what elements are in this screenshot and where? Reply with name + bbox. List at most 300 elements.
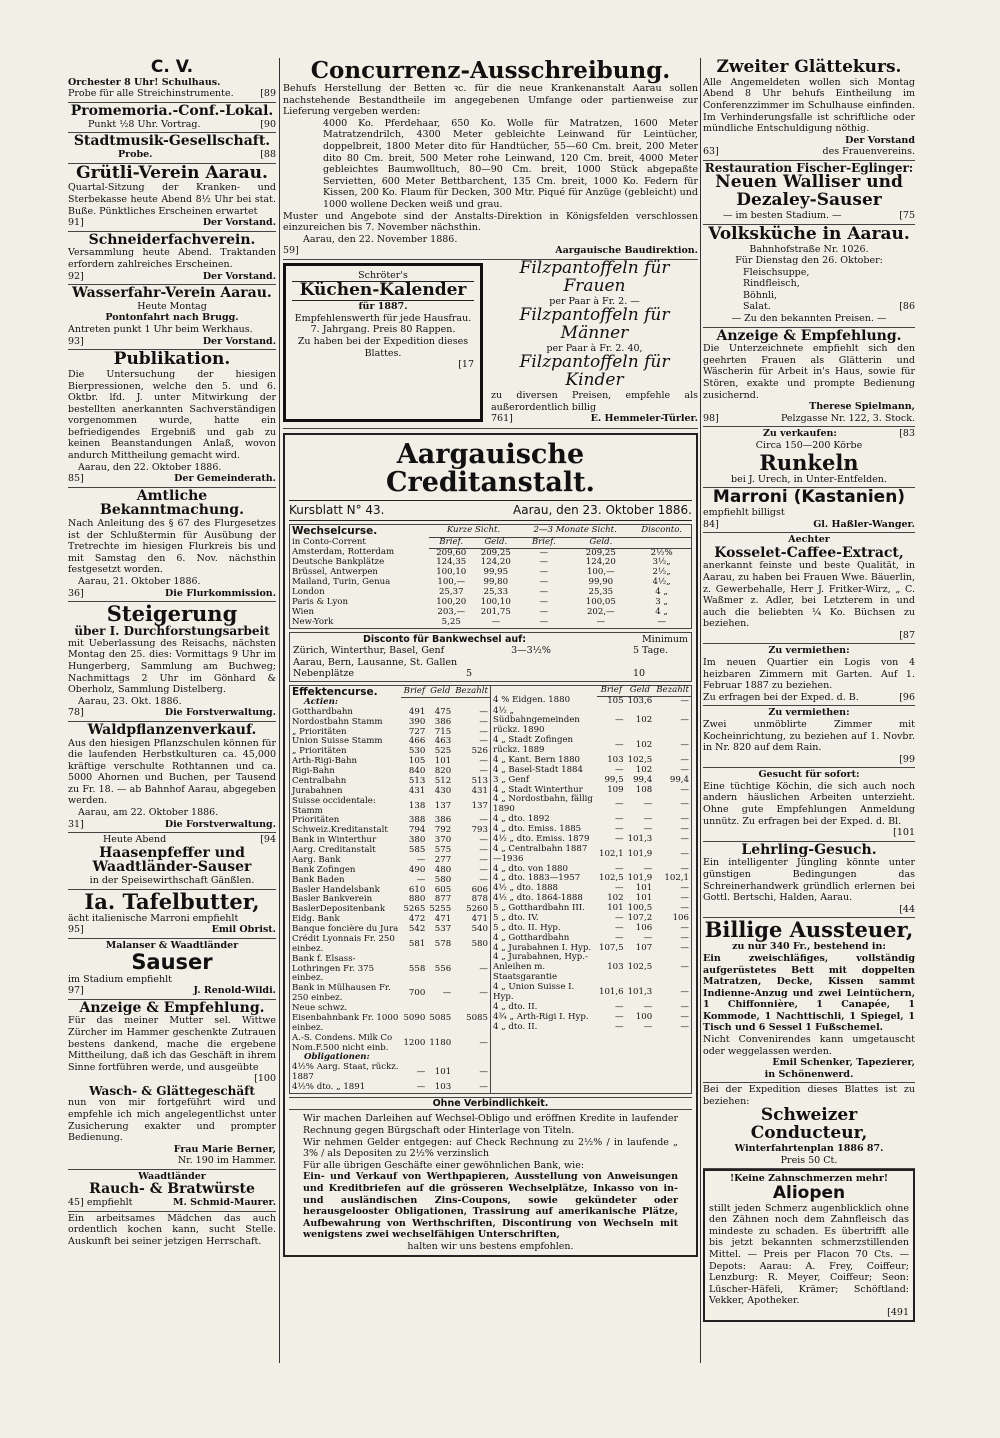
table-cell: 99,80 <box>483 577 509 588</box>
table-cell: Prioritäten <box>292 815 340 826</box>
table-cell: 101,3 <box>627 833 653 844</box>
ad-lehrling <box>703 842 915 919</box>
table-cell: 100 <box>635 1011 653 1022</box>
table-cell: 4½ „ Südbahngemeinden rückz. 1890 <box>493 705 580 736</box>
table-cell: — <box>479 815 488 826</box>
table-row <box>491 953 691 983</box>
table-cell: Gotthardbahn <box>292 706 353 717</box>
ad-number: 31] <box>68 818 84 830</box>
table-cell: — <box>680 1021 689 1032</box>
table-cell: — <box>615 922 624 933</box>
text: Im neuen Quartier ein Logis von 4 heizbaren Zimmern mit Garten. Auf 1. Februar 1887 zu beziehen. <box>703 657 915 692</box>
table-cell: 606 <box>471 884 488 895</box>
text: Zwei unmöblirte Zimmer mit Kocheinrichtung, zu beziehen auf 1. Novbr. in Nr. 820 auf dem Rain. <box>703 718 915 754</box>
table-cell: 5 Tage. <box>632 645 669 657</box>
text: Ein intelligenter Jüngling könnte unter günstigen Bedingungen das Schreinerhandwerk gründlich erlernen bei Gottl. Bertschi, Halden, Aarau. <box>703 857 915 904</box>
table-cell: Jurabahnen <box>292 785 343 796</box>
text: zu diversen Preisen, empfehle als außerordentlich billig <box>491 390 698 413</box>
menu-item: Rindfleisch, <box>743 278 800 290</box>
table-cell: — <box>539 587 549 598</box>
ad-volkskueche <box>703 225 915 328</box>
table-cell: — <box>479 716 488 727</box>
date: Aarau, den 23. Oktober 1886. <box>513 503 692 518</box>
text: Alle Angemeldeten wollen sich Montag Abend 8 Uhr behufs Eintheilung im Conferenzzimmer im Schulhause einfinden. Im Verhinderungsfalle ist schriftliche oder mündliche Entschuldigung nöthig. <box>703 76 915 135</box>
table-row <box>290 1063 490 1083</box>
text: in der Speisewirthschaft Gänßlen. <box>89 875 255 887</box>
text: mit Ueberlassung des Reisachs, nächsten Montag den 25. dies: Vormittags 9 Uhr im Hungerberg, Sammlung am Buchweg; Nachmittags 2 Uhr im Gönhard & Oberholz, Sammlung Distelberg. <box>68 637 276 696</box>
wechsel-table <box>289 524 692 628</box>
text: Ein- und Verkauf von Werthpapieren, Ausstellung von Anweisungen und Kreditbriefen auf die grösseren Wechselplätze, Inkasso von in- und ausländischen Zins-Coupons, sowie gekündeter oder herausgelooster Obligationen, Trassirung auf amerikanische Plätze, Aufbewahrung von Werthschriften, Discontirung von Wechseln mit wenigstens zwei wechselfähigen Unterschriften, <box>303 1171 678 1241</box>
table-cell: — <box>539 596 549 607</box>
table-cell: 107 <box>635 942 653 953</box>
heading: Concurrenz-Ausschreibung. <box>310 58 671 84</box>
text: Probe. <box>118 148 153 160</box>
table-cell: — <box>680 754 689 765</box>
brand-name: Aliopen <box>772 1182 846 1203</box>
table-cell: 4 % Eidgen. 1880 <box>493 695 571 706</box>
table-cell: 4½ „ dto. 1888 <box>493 883 559 894</box>
table-cell: 99,4 <box>633 774 653 785</box>
table-cell: 537 <box>434 924 452 935</box>
table-cell: 4 „ Jurabahnen, Hyp.-Anleihen m. Staatsgarantie <box>493 952 588 983</box>
table-row <box>290 955 490 985</box>
table-cell: — <box>479 963 488 974</box>
table-cell: — <box>615 912 624 923</box>
table-subtitle: in Conto-Corrent <box>292 536 366 547</box>
table-cell: — <box>479 756 488 767</box>
table-cell: — <box>615 764 624 775</box>
table-cell: — <box>680 932 689 943</box>
table-cell: Crédit Lyonnais Fr. 250 einbez. <box>292 933 395 954</box>
table-row <box>491 795 691 815</box>
ad-number: [94 <box>260 834 276 846</box>
table-cell: 556 <box>434 963 452 974</box>
table-cell: 463 <box>434 736 452 747</box>
ad-number: 91] <box>68 217 84 229</box>
table-cell: — <box>680 942 689 953</box>
table-cell: 101,3 <box>627 987 653 998</box>
table-cell: Basler Handelsbank <box>292 884 380 895</box>
table-cell: 610 <box>408 884 426 895</box>
table-row <box>290 935 490 955</box>
table-cell: — <box>479 1082 488 1093</box>
text: Bahnhofstraße Nr. 1026. <box>749 243 869 255</box>
text: 4000 Ko. Pferdehaar, 650 Ko. Wolle für Matratzen, 1600 Meter Matratzendrilch, 4300 Meter gebleichte Leinwand für Leintücher, doppelbreit, 1800 Meter dito für Handtücher, 55—60 Cm. breit, 200 Meter dito 80 Cm. breit, 500 Meter rohe Leinwand, 120 Cm. breit, 4000 Meter gebleichtes Baumwolltuch, 80—90 Cm. breit, 1000 Stück abgepaßte Servietten, 600 Meter Bettbarchent, 135 Cm. breit, 1000 Ko. Federn für Kissen, 200 Ko. Flaum für Decken, 300 Mtr. Piqué für Anzüge (gebleicht) und 1000 wollene Decken weiß und grau. <box>323 117 698 210</box>
column-header: Brief. <box>429 537 474 548</box>
table-cell <box>518 657 573 669</box>
table-cell: 5255 <box>429 904 452 915</box>
table-cell: Banque foncière du Jura <box>292 924 399 935</box>
heading: Promemoria.-Conf.-Lokal. <box>70 103 274 119</box>
table-cell: 103 <box>607 754 624 765</box>
signature: J. Renold-Wildi. <box>193 985 276 997</box>
table-cell: 605 <box>434 884 452 895</box>
table-cell: — <box>680 784 689 795</box>
text: für 1887. <box>358 301 408 313</box>
table-cell: Schweiz.Kreditanstalt <box>292 825 388 836</box>
table-cell: Eidg. Bank <box>292 914 340 925</box>
table-cell: Nebenplätze <box>293 668 354 680</box>
text: Muster und Angebote sind der Anstalts-Direktion in Königsfelden verschlossen einzureichen bis 7. November nächsthin. <box>283 210 698 234</box>
heading: Dezaley-Sauser <box>736 190 882 211</box>
section-label: Obligationen: <box>304 1052 370 1063</box>
table-cell: 108 <box>635 784 653 795</box>
ad-haasenpfeffer <box>68 833 276 890</box>
heading: Grütli-Verein Aarau. <box>76 162 268 183</box>
text: ächt italienische Marroni empfiehlt <box>68 912 239 924</box>
table-cell: 102,1 <box>664 873 689 884</box>
column-header: Geld. <box>474 537 519 548</box>
table-cell: 5 <box>466 668 473 680</box>
table-cell: 512 <box>434 775 452 786</box>
heading: Gesucht für sofort: <box>758 769 860 781</box>
ad-stadtmusik <box>68 133 276 163</box>
text: Versammlung heute Abend. Traktanden erfordern zahlreiches Erscheinen. <box>68 247 276 270</box>
subheading: über I. Durchforstungsarbeit <box>74 624 270 639</box>
table-cell: 202,— <box>586 606 615 617</box>
heading: !Keine Zahnschmerzen mehr! <box>729 1173 888 1185</box>
table-cell: 4 „ <box>655 606 668 617</box>
table-cell: Paris & Lyon <box>292 596 349 607</box>
table-cell: 380 <box>408 835 426 846</box>
table-row <box>290 618 692 628</box>
table-cell: — <box>479 1067 488 1078</box>
table-cell: — <box>596 616 606 627</box>
table-cell: — <box>680 848 689 859</box>
table-cell: 102 <box>607 893 624 904</box>
table-cell: Aarg. Creditanstalt <box>292 845 376 856</box>
ad-number: [87 <box>899 629 915 641</box>
table-cell: — <box>615 863 624 874</box>
heading: Haasenpfeffer und <box>99 844 245 861</box>
table-cell: — <box>615 715 624 726</box>
ad-number: [491 <box>887 1306 909 1318</box>
table-cell: 540 <box>471 924 488 935</box>
table-cell: 103,6 <box>627 695 653 706</box>
text: Heute Abend <box>103 834 167 846</box>
table-cell: 101 <box>434 1067 452 1078</box>
heading: Anzeige & Empfehlung. <box>79 999 265 1016</box>
ad-tafelbutter <box>68 890 276 939</box>
table-cell: 480 <box>434 864 452 875</box>
heading: Zweiter Glättekurs. <box>716 58 902 77</box>
column-header: Geld. <box>569 537 632 548</box>
table-cell: 107,5 <box>598 942 624 953</box>
text: Waadtländer <box>138 1170 206 1182</box>
table-cell: — <box>479 726 488 737</box>
table-cell: 3 „ <box>655 596 668 607</box>
menu-item: Salat. <box>743 301 771 313</box>
table-cell: — <box>615 814 624 825</box>
table-cell: — <box>643 1021 653 1032</box>
table-cell: — <box>479 736 488 747</box>
heading: Zu verkaufen: <box>763 428 837 440</box>
ad-number: [101 <box>893 827 915 839</box>
text: bei J. Urech, in Unter-Entfelden. <box>731 473 887 485</box>
heading: Schneiderfachverein. <box>88 231 256 248</box>
text: Ein zweischläfiges, vollständig aufgerüstetes Bett mit doppelten Matratzen, Decke, Kissen sammt Indienne-Anzug und zwei Leintüchern, 1 Chiffonnière, 1 Canapée, 1 Kommode, 1 Nachttischli, 1 Spiegel, 1 Tisch und 6 Sessel 1 Fußschemel. <box>703 952 915 1034</box>
table-cell: 102,5 <box>627 962 653 973</box>
table-cell: 102,1 <box>598 848 624 859</box>
table-cell: 100,10 <box>436 567 467 578</box>
effekten-box <box>289 685 692 1094</box>
table-cell: 580 <box>471 938 488 949</box>
table-cell: — <box>479 864 488 875</box>
column-header: Geld <box>626 686 655 696</box>
column-header: Brief <box>401 686 427 698</box>
table-cell: 101,9 <box>627 848 653 859</box>
table-cell: 727 <box>408 726 426 737</box>
table-cell: 4½% Aarg. Staat, rückz. 1887 <box>292 1062 399 1083</box>
table-cell: Mailand, Turin, Genua <box>292 577 391 588</box>
signature: M. Schmid-Maurer. <box>173 1197 276 1209</box>
table-cell: 107,2 <box>627 912 653 923</box>
table-cell: — <box>615 833 624 844</box>
table-cell: 2½„ <box>652 567 671 578</box>
table-cell: — <box>657 616 666 627</box>
signature: Therese Spielmann, <box>809 401 915 413</box>
table-cell: — <box>680 1001 689 1012</box>
table-cell: Basler Bankverein <box>292 894 373 905</box>
heading: Schweizer Conducteur, <box>750 1105 868 1144</box>
text: — Zu den bekannten Preisen. — <box>731 313 887 325</box>
table-cell: 4½„ <box>652 577 671 588</box>
signature: Der Vorstand. <box>202 335 276 347</box>
table-cell: 513 <box>408 775 426 786</box>
table-cell: — <box>479 845 488 856</box>
ad-number: [17 <box>458 359 474 371</box>
table-cell: Amsterdam, Rotterdam <box>292 547 395 558</box>
table-cell: 471 <box>471 914 488 925</box>
table-cell: — <box>491 616 501 627</box>
signature: Der Vorstand. <box>202 270 276 282</box>
table-cell: 820 <box>434 766 452 777</box>
table-cell: 4 „ dto. 1892 <box>493 814 550 825</box>
ad-steigerung <box>68 602 276 722</box>
ad-number: 78] <box>68 707 84 719</box>
table-cell: 100,10 <box>480 596 511 607</box>
heading: Volksküche in Aarau. <box>708 223 910 244</box>
table-row <box>290 1083 490 1093</box>
table-cell: 137 <box>471 800 488 811</box>
text: Circa 150—200 Körbe <box>755 439 863 451</box>
text: Schröter's <box>358 269 408 281</box>
table-cell: 277 <box>434 854 452 865</box>
ad-number: 95] <box>68 924 84 936</box>
heading: Stadtmusik-Gesellschaft. <box>73 133 271 150</box>
table-cell: 386 <box>434 716 452 727</box>
date: Aarau, 23. Okt. 1886. <box>78 695 182 707</box>
table-cell: London <box>292 587 325 598</box>
table-cell: 25,35 <box>588 587 614 598</box>
table-cell: — <box>416 1067 426 1078</box>
column-header: Disconto. <box>632 525 691 538</box>
ad-wasserfahr <box>68 285 276 350</box>
table-cell: — <box>680 922 689 933</box>
ad-promemoria <box>68 103 276 133</box>
ad-number: [75 <box>899 210 915 222</box>
table-cell: 105 <box>607 695 624 706</box>
text: empfiehlt <box>86 1197 133 1209</box>
table-cell: „ Prioritäten <box>292 726 347 737</box>
heading: Kosselet-Caffee-Extract, <box>714 544 904 561</box>
ad-conducteur <box>703 1083 915 1169</box>
signature: Die Forstverwaltung. <box>164 818 276 830</box>
table-cell: 209,25 <box>480 547 511 558</box>
table-cell: Nordostbahn Stamm <box>292 716 383 727</box>
table-cell: — <box>479 988 488 999</box>
table-cell: 5 „ dto. II. Hyp. <box>493 922 561 933</box>
table-cell: 472 <box>408 914 426 925</box>
table-row <box>491 707 691 737</box>
table-cell: 101 <box>607 903 624 914</box>
table-cell: 5260 <box>466 904 488 915</box>
table-cell: 209,60 <box>436 547 467 558</box>
table-cell: 103 <box>607 962 624 973</box>
table-cell: 700 <box>408 988 426 999</box>
menu-item: Böhnli, <box>743 289 778 301</box>
ad-anzeige-berner <box>68 1000 276 1170</box>
ad-restauration <box>703 161 915 225</box>
heading: Ia. Tafelbutter, <box>84 888 260 914</box>
table-cell: 203,— <box>437 606 466 617</box>
text: Für das meiner Mutter sel. Wittwe Zürcher im Hammer geschenkte Zutrauen bestens dankend, mache die ergebene Mittheilung, daß ich das Geschäft in ihrem Sinne fortführen werde, und ausgeübte <box>68 1015 276 1073</box>
table-cell: — <box>539 606 549 617</box>
table-cell: — <box>680 1011 689 1022</box>
table-cell: — <box>680 883 689 894</box>
table-cell: 102,5 <box>627 754 653 765</box>
table-cell: 99,90 <box>588 577 614 588</box>
text: Wir machen Darleihen auf Wechsel-Obligo und eröffnen Kredite in laufender Rechnung gegen Bürgschaft oder Hinterlage von Titeln. <box>303 1113 678 1137</box>
table-cell: 101,9 <box>627 873 653 884</box>
ad-vermiethen-1 <box>703 644 915 706</box>
table-cell: 431 <box>471 785 488 796</box>
table-cell: — <box>680 893 689 904</box>
table-cell: — <box>479 706 488 717</box>
table-cell: 103 <box>434 1082 452 1093</box>
text: Für Dienstag den 26. Oktober: <box>735 255 883 267</box>
heading: Filzpantoffeln für Kinder <box>519 352 670 391</box>
table-cell: 466 <box>408 736 426 747</box>
address: Pelzgasse Nr. 122, 3. Stock. <box>780 412 915 424</box>
heading: Zu vermiethen: <box>768 707 850 719</box>
table-cell: 1180 <box>429 1037 452 1048</box>
signature: Emil Obrist. <box>211 924 276 936</box>
table-cell: 878 <box>471 894 488 905</box>
ad-kaffee <box>703 533 915 644</box>
table-cell: 100,— <box>437 577 466 588</box>
table-cell: 430 <box>434 785 452 796</box>
table-cell: — <box>643 863 653 874</box>
table-cell: — <box>680 799 689 810</box>
address: Nr. 190 im Hammer. <box>177 1155 276 1167</box>
table-cell: Bank Baden <box>292 874 345 885</box>
heading: Neuen Walliser und <box>715 172 903 193</box>
text: anerkannt feinste und beste Qualität, in Aarau, zu haben bei Frauen Wwe. Bäuerlin, z. Gewerbehalle, Herr J. Fritker-Wirz, „ C. Waßmer z. Adler, bei Letzterem in und auch die beliebten ¼ Ko. Büchsen zu beziehen. <box>703 560 915 630</box>
table-cell: — <box>615 740 624 751</box>
table-cell: 99,4 <box>669 774 689 785</box>
signature: Emil Schenker, Tapezierer, <box>772 1057 915 1069</box>
heading: Waldpflanzenverkauf. <box>87 721 257 738</box>
table-cell: 4 „ Gotthardbahn <box>493 932 570 943</box>
table-cell: 124,20 <box>480 557 511 568</box>
text: Probe für alle Streichinstrumente. <box>68 88 234 100</box>
ad-number: 98] <box>703 412 719 424</box>
table-cell: — <box>680 715 689 726</box>
table-cell: 102 <box>635 715 653 726</box>
table-cell: 124,35 <box>436 557 467 568</box>
table-cell: — <box>680 987 689 998</box>
row-kalender-filz <box>283 257 698 429</box>
table-cell: 5085 <box>466 1012 488 1023</box>
table-cell: 109 <box>607 784 624 795</box>
heading: Steigerung <box>106 601 238 627</box>
table-cell: — <box>539 567 549 578</box>
table-cell: 99,95 <box>483 567 509 578</box>
date: Aarau, 21. Oktober 1886. <box>78 576 201 587</box>
table-cell: — <box>416 854 426 865</box>
table-cell: 490 <box>408 864 426 875</box>
text: Antreten punkt 1 Uhr beim Werkhaus. <box>68 323 253 335</box>
text: Winterfahrtenplan 1886 87. <box>734 1143 884 1155</box>
table-cell: — <box>539 547 549 558</box>
table-cell: 105 <box>408 756 426 767</box>
signature: Frau Marie Berner, <box>173 1143 276 1155</box>
text: Orchester 8 Uhr! Schulhaus. <box>68 76 221 88</box>
table-cell: 513 <box>471 775 488 786</box>
menu-item: Fleischsuppe, <box>743 266 810 278</box>
ad-number: 63] <box>703 146 719 158</box>
table-cell: — <box>643 814 653 825</box>
table-cell: 4 „ dto. 1883—1957 <box>493 873 581 884</box>
text: zu nur 340 Fr., bestehend in: <box>732 941 886 953</box>
table-cell: 100,— <box>586 567 615 578</box>
table-cell: „ Prioritäten <box>292 746 347 757</box>
table-row <box>290 1034 490 1054</box>
table-cell: 370 <box>434 835 452 846</box>
table-cell: — <box>680 824 689 835</box>
table-cell: 4 „ <box>655 587 668 598</box>
table-cell: A.-S. Condens. Milk Co Nom.F.500 nicht einb. <box>292 1032 393 1053</box>
ad-number: 59] <box>283 245 299 257</box>
column-header: Brief. <box>518 537 569 548</box>
ad-filzpantoffeln <box>491 257 698 425</box>
table-cell: 201,75 <box>480 606 511 617</box>
heading: Amtliche Bekanntmachung. <box>100 487 244 519</box>
heading: C. V. <box>150 58 194 77</box>
effekten-right <box>491 686 691 1093</box>
table-cell: — <box>479 835 488 846</box>
text: Punkt ½8 Uhr. Vortrag. <box>88 118 201 130</box>
table-cell: 5,25 <box>441 616 461 627</box>
table-cell: — <box>615 883 624 894</box>
table-cell: Bank in Mülhausen Fr. 250 einbez. <box>292 983 391 1004</box>
table-cell: 101 <box>434 756 452 767</box>
table-cell: 471 <box>434 914 452 925</box>
text: Nach Anleitung des § 67 des Flurgesetzes ist der Schlußtermin für Ausübung der Tretrechte im hiesigen Flurkreis bis und mit Samstag den 6. Nov. nächsthin festgesetzt worden. <box>68 518 276 576</box>
ad-aussteuer <box>703 918 915 1083</box>
table-cell: — <box>615 1001 624 1012</box>
ad-gesucht <box>703 768 915 841</box>
ad-vermiethen-2 <box>703 706 915 768</box>
column-left <box>68 58 276 1368</box>
column-rule <box>700 58 701 1363</box>
ad-sauser <box>68 939 276 1000</box>
table-cell: — <box>615 1011 624 1022</box>
ad-number: 761] <box>491 413 513 425</box>
heading: Rauch- & Bratwürste <box>89 1181 255 1198</box>
text: Pontonfahrt nach Brugg. <box>105 312 239 324</box>
